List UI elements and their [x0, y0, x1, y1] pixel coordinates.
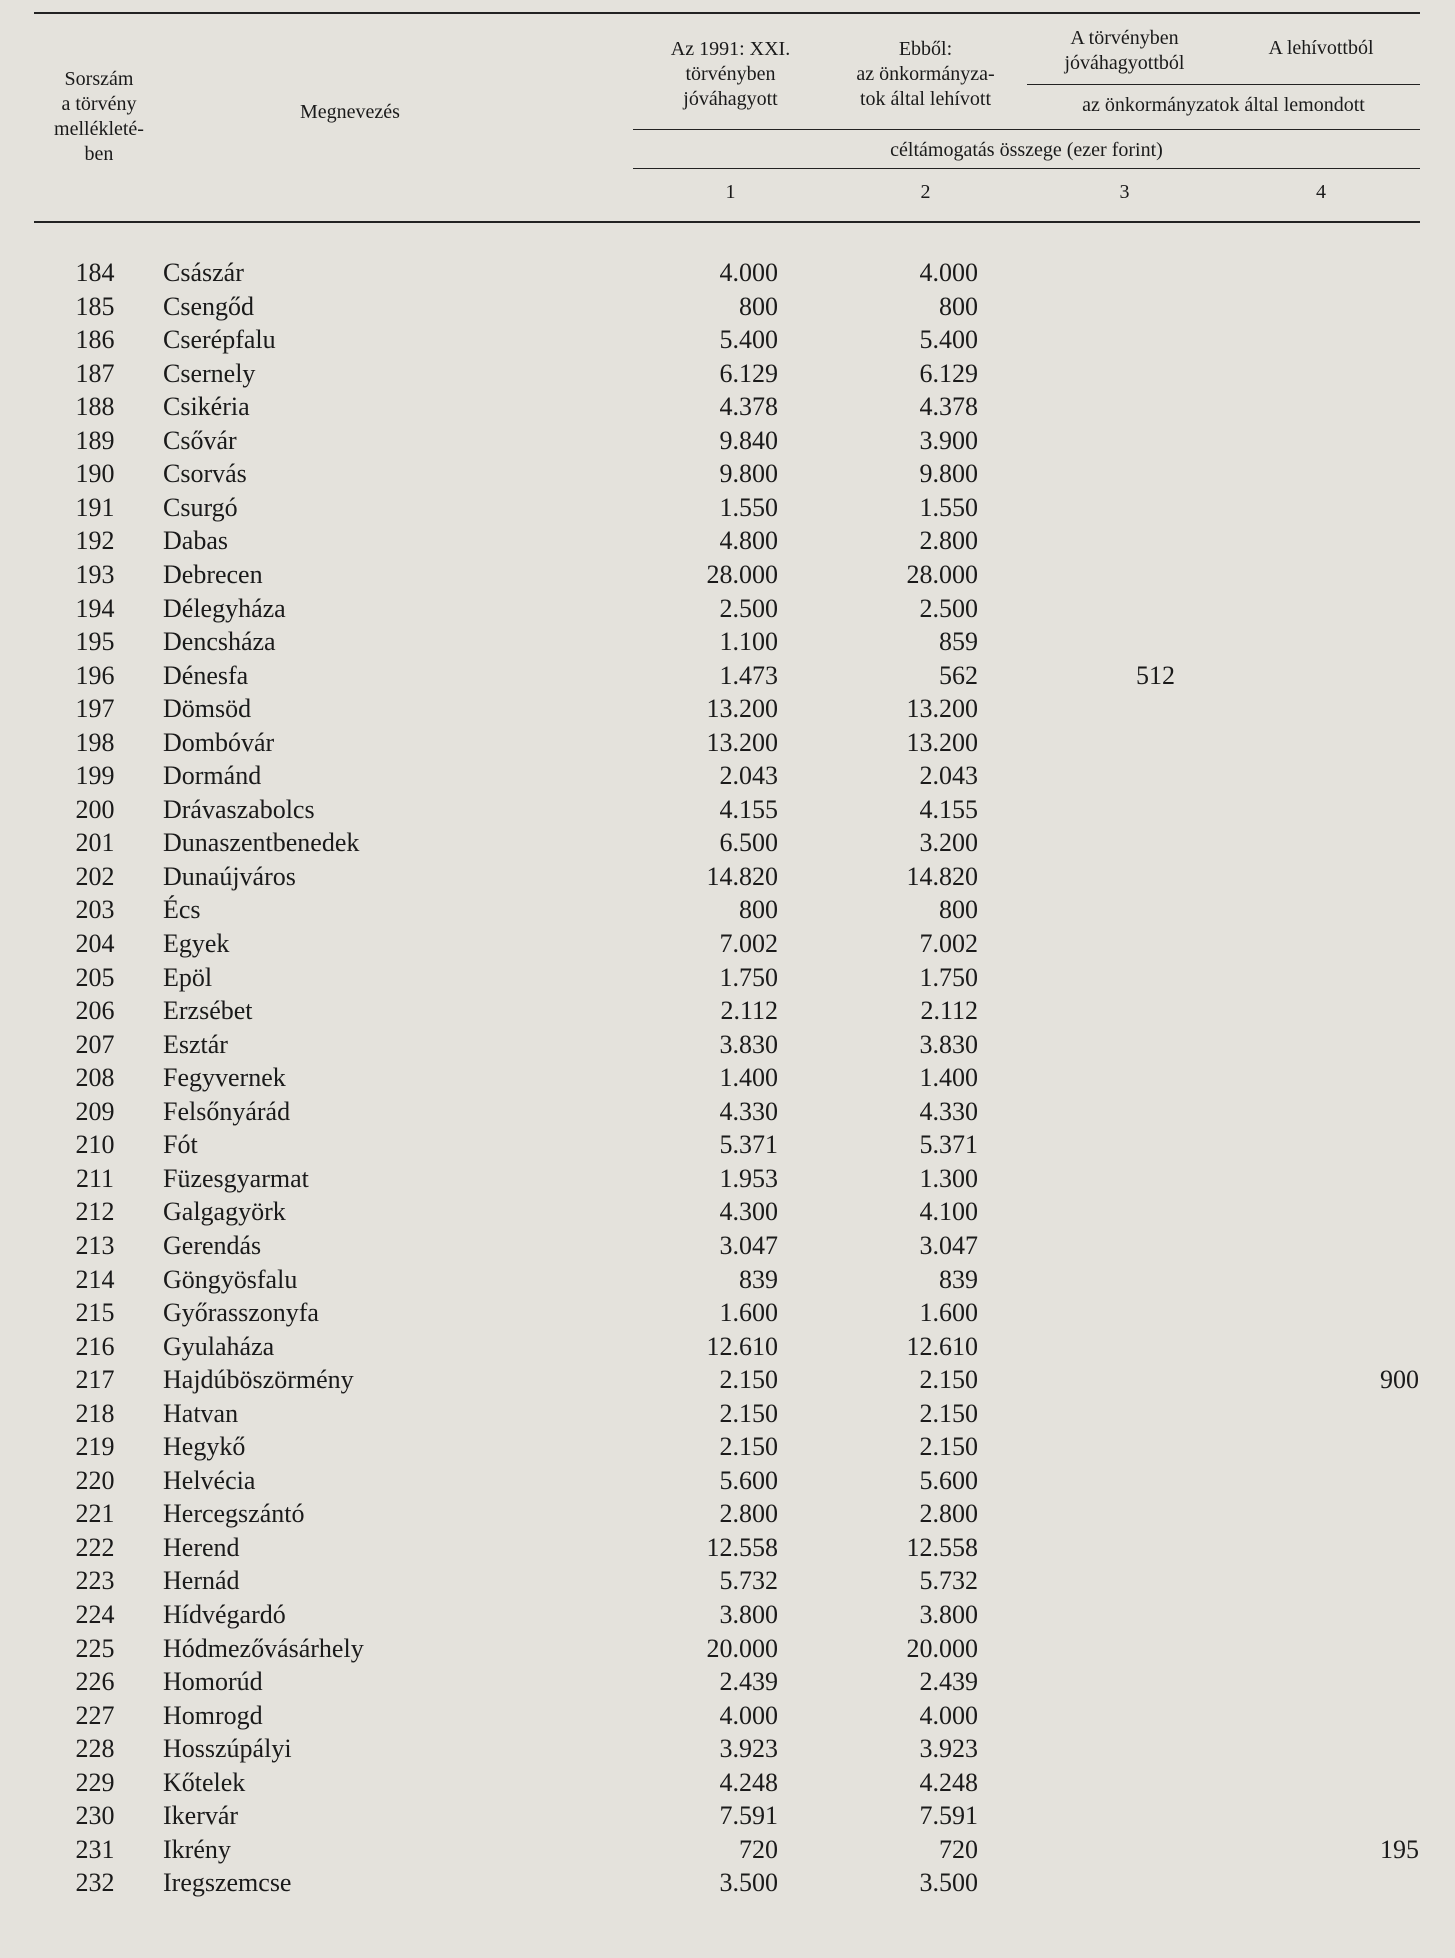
row-approved: 2.150 [719, 1365, 778, 1395]
row-drawn: 5.732 [919, 1566, 978, 1596]
row-number: 220 [75, 1465, 115, 1495]
row-number: 213 [75, 1230, 115, 1260]
row-number: 214 [75, 1264, 115, 1294]
row-name: Helvécia [163, 1465, 256, 1495]
row-number: 217 [75, 1365, 115, 1395]
table-row [0, 1095, 1455, 1128]
row-approved: 2.439 [719, 1667, 778, 1697]
table-row [0, 1162, 1455, 1195]
row-approved: 6.500 [719, 828, 778, 858]
row-name: Dömsöd [163, 694, 252, 724]
row-approved: 1.750 [719, 962, 778, 992]
row-name: Dunaújváros [163, 861, 296, 891]
row-approved: 12.558 [706, 1532, 778, 1562]
row-drawn: 562 [939, 660, 978, 690]
row-drawn: 3.800 [919, 1600, 978, 1629]
row-name: Csorvás [163, 459, 247, 489]
row-drawn: 5.400 [919, 325, 978, 355]
header-rule-col34 [1027, 84, 1420, 85]
row-name: Csurgó [163, 492, 238, 522]
row-drawn: 2.800 [919, 526, 978, 556]
header-col4: A lehívottból [1268, 37, 1374, 59]
table-row [0, 826, 1455, 859]
row-approved: 28.000 [706, 559, 778, 589]
row-number: 186 [75, 325, 115, 355]
row-approved: 2.800 [719, 1499, 778, 1529]
row-approved: 839 [739, 1264, 778, 1294]
table-row [0, 1632, 1455, 1665]
row-name: Hegykő [163, 1432, 246, 1462]
row-drawn: 12.558 [906, 1532, 978, 1562]
row-approved: 1.953 [719, 1163, 778, 1193]
table-row [0, 558, 1455, 591]
row-approved: 4.248 [719, 1767, 778, 1797]
row-number: 203 [75, 895, 115, 925]
table-row [0, 1229, 1455, 1262]
table-row [0, 692, 1455, 725]
row-drawn: 4.100 [919, 1197, 978, 1227]
header-colnum-2: 2 [920, 181, 931, 203]
header-colnum-1: 1 [725, 181, 736, 203]
row-approved: 2.043 [719, 761, 778, 791]
table-row [0, 1833, 1455, 1866]
row-number: 206 [75, 996, 115, 1026]
table-row [0, 1799, 1455, 1832]
row-name: Hódmezővásárhely [163, 1633, 364, 1663]
row-approved: 3.047 [719, 1230, 778, 1260]
row-drawn: 2.150 [919, 1398, 978, 1428]
row-drawn: 13.200 [906, 694, 978, 724]
row-name: Hajdúböszörmény [163, 1365, 354, 1395]
row-name: Ikervár [163, 1801, 239, 1831]
table-row [0, 1263, 1455, 1296]
row-approved: 720 [739, 1834, 778, 1864]
table-row [0, 1564, 1455, 1597]
row-drawn: 4.248 [919, 1767, 978, 1797]
row-drawn: 839 [939, 1264, 978, 1294]
row-number: 209 [75, 1096, 115, 1126]
row-drawn: 4.155 [919, 794, 978, 824]
table-row [0, 1464, 1455, 1497]
row-approved: 3.800 [719, 1600, 778, 1629]
row-name: Homorúd [163, 1667, 263, 1697]
row-number: 208 [75, 1063, 115, 1093]
row-name: Kőtelek [163, 1767, 246, 1797]
row-name: Csikéria [163, 392, 250, 422]
row-approved: 4.330 [719, 1096, 778, 1126]
header-span-celtamogatas: céltámogatás összege (ezer forint) [890, 139, 1163, 161]
row-approved: 12.610 [706, 1331, 778, 1361]
row-number: 226 [75, 1667, 115, 1697]
row-approved: 7.002 [719, 929, 778, 958]
row-name: Dormánd [163, 761, 262, 791]
row-approved: 5.400 [719, 325, 778, 355]
row-waived-drawn: 900 [1380, 1365, 1419, 1395]
row-drawn: 4.378 [919, 392, 978, 422]
table-row [0, 1866, 1455, 1899]
row-waived-drawn: 195 [1380, 1834, 1419, 1864]
table-row [0, 457, 1455, 490]
row-name: Göngyösfalu [163, 1264, 298, 1294]
row-number: 211 [75, 1163, 115, 1193]
row-number: 193 [75, 559, 115, 589]
row-number: 204 [75, 929, 115, 958]
table-row [0, 1766, 1455, 1799]
row-drawn: 3.200 [919, 828, 978, 858]
row-number: 218 [75, 1398, 115, 1428]
table-row [0, 1531, 1455, 1564]
header-bottom-rule [34, 221, 1420, 223]
table-row [0, 793, 1455, 826]
row-approved: 1.550 [719, 492, 778, 522]
row-name: Hernád [163, 1566, 240, 1596]
row-drawn: 9.800 [919, 459, 978, 489]
row-name: Felsőnyárád [163, 1096, 291, 1126]
row-drawn: 1.400 [919, 1063, 978, 1093]
row-approved: 3.830 [719, 1029, 778, 1059]
row-number: 232 [75, 1868, 115, 1898]
header-sorszam: Sorszám a törvény mellékleté- ben [54, 68, 144, 165]
table-row [0, 625, 1455, 658]
row-name: Homrogd [163, 1700, 263, 1730]
row-name: Epöl [163, 962, 213, 992]
table-row [0, 1296, 1455, 1329]
table-row [0, 961, 1455, 994]
row-drawn: 3.500 [919, 1868, 978, 1898]
row-approved: 2.500 [719, 593, 778, 623]
row-number: 219 [75, 1432, 115, 1462]
row-drawn: 2.150 [919, 1365, 978, 1395]
row-name: Debrecen [163, 559, 263, 589]
row-name: Esztár [163, 1029, 228, 1059]
row-number: 222 [75, 1532, 115, 1562]
table-row [0, 390, 1455, 423]
header-rule-colnums [633, 168, 1420, 169]
row-approved: 4.378 [719, 392, 778, 422]
row-drawn: 3.923 [919, 1734, 978, 1764]
row-number: 196 [75, 660, 115, 690]
row-number: 198 [75, 727, 115, 757]
row-approved: 7.591 [719, 1801, 778, 1831]
table-row [0, 1061, 1455, 1094]
table-row [0, 1598, 1455, 1631]
header-colnum-3: 3 [1119, 181, 1130, 203]
row-name: Hídvégardó [163, 1600, 286, 1629]
table-row [0, 893, 1455, 926]
row-approved: 2.112 [720, 996, 778, 1026]
row-name: Dencsháza [163, 627, 276, 657]
row-drawn: 28.000 [906, 559, 978, 589]
table-row [0, 1397, 1455, 1430]
row-approved: 4.000 [719, 1700, 778, 1730]
row-approved: 13.200 [706, 694, 778, 724]
row-number: 200 [75, 794, 115, 824]
row-drawn: 6.129 [919, 358, 978, 388]
row-name: Erzsébet [163, 996, 253, 1026]
row-name: Győrasszonyfa [163, 1298, 319, 1328]
table-row [0, 1028, 1455, 1061]
row-drawn: 2.150 [919, 1432, 978, 1462]
row-name: Hercegszántó [163, 1499, 305, 1529]
header-span-lemondott: az önkormányzatok által lemondott [1082, 94, 1365, 116]
row-waived-approved: 512 [1136, 660, 1175, 690]
row-drawn: 7.002 [919, 929, 978, 958]
row-number: 191 [75, 492, 115, 522]
row-approved: 1.600 [719, 1298, 778, 1328]
row-approved: 13.200 [706, 727, 778, 757]
row-name: Ikrény [163, 1834, 231, 1864]
row-approved: 4.800 [719, 526, 778, 556]
row-number: 223 [75, 1566, 115, 1596]
row-drawn: 2.500 [919, 593, 978, 623]
row-drawn: 800 [939, 291, 978, 321]
table-row [0, 759, 1455, 792]
row-name: Füzesgyarmat [163, 1163, 309, 1193]
row-drawn: 3.047 [919, 1230, 978, 1260]
row-name: Csővár [163, 425, 237, 455]
row-name: Écs [163, 895, 201, 925]
row-name: Dombóvár [163, 727, 275, 757]
table-row [0, 1363, 1455, 1396]
row-drawn: 3.830 [919, 1029, 978, 1059]
row-approved: 20.000 [706, 1633, 778, 1663]
table-row [0, 290, 1455, 323]
row-drawn: 800 [939, 895, 978, 925]
header-col2: Ebből: az önkormányza- tok által lehívott [856, 38, 995, 110]
row-drawn: 2.439 [919, 1667, 978, 1697]
table-row [0, 491, 1455, 524]
row-number: 212 [75, 1197, 115, 1227]
row-number: 227 [75, 1700, 115, 1730]
row-name: Fót [163, 1130, 198, 1160]
header-colnum-4: 4 [1316, 181, 1326, 203]
row-approved: 1.473 [719, 660, 778, 690]
row-drawn: 2.800 [919, 1499, 978, 1529]
row-drawn: 1.300 [919, 1163, 978, 1193]
row-approved: 5.371 [719, 1130, 778, 1160]
row-drawn: 12.610 [906, 1331, 978, 1361]
table-row [0, 1330, 1455, 1363]
row-number: 215 [75, 1298, 115, 1328]
table-row [0, 323, 1455, 356]
row-name: Cserépfalu [163, 325, 276, 355]
header-col1: Az 1991: XXI. törvényben jóváhagyott [670, 38, 791, 110]
row-approved: 1.100 [719, 627, 778, 657]
row-number: 185 [75, 291, 115, 321]
row-name: Galgagyörk [163, 1197, 286, 1227]
row-number: 192 [75, 526, 115, 556]
row-drawn: 5.371 [919, 1130, 978, 1160]
row-name: Délegyháza [163, 593, 286, 623]
table-row [0, 860, 1455, 893]
row-number: 194 [75, 593, 115, 623]
row-drawn: 720 [939, 1834, 978, 1864]
row-drawn: 7.591 [919, 1801, 978, 1831]
row-drawn: 1.550 [919, 492, 978, 522]
row-number: 199 [75, 761, 115, 791]
row-name: Fegyvernek [163, 1063, 286, 1093]
row-number: 224 [75, 1600, 115, 1629]
row-approved: 2.150 [719, 1398, 778, 1428]
row-name: Herend [163, 1532, 240, 1562]
row-number: 231 [75, 1834, 115, 1864]
row-number: 228 [75, 1734, 115, 1764]
header-rule-span [633, 129, 1420, 130]
table-row [0, 726, 1455, 759]
row-name: Hatvan [163, 1398, 239, 1428]
table-row [0, 256, 1455, 289]
row-name: Csengőd [163, 291, 254, 321]
header-megnevezes: Megnevezés [300, 101, 400, 123]
table-row [0, 1430, 1455, 1463]
row-name: Csernely [163, 358, 256, 388]
table-row [0, 1195, 1455, 1228]
row-name: Dénesfa [163, 660, 249, 690]
table-row [0, 1732, 1455, 1765]
row-approved: 800 [739, 291, 778, 321]
row-number: 202 [75, 861, 115, 891]
row-number: 195 [75, 627, 115, 657]
row-name: Császár [163, 258, 244, 287]
row-name: Dunaszentbenedek [163, 828, 360, 858]
header-top-rule [34, 12, 1420, 14]
row-number: 205 [75, 962, 115, 992]
row-name: Egyek [163, 929, 230, 958]
row-approved: 3.500 [719, 1868, 778, 1898]
row-approved: 9.840 [719, 425, 778, 455]
row-approved: 4.155 [719, 794, 778, 824]
row-drawn: 3.900 [919, 425, 978, 455]
row-drawn: 14.820 [906, 861, 978, 891]
row-number: 221 [75, 1499, 115, 1529]
row-name: Gyulaháza [163, 1331, 275, 1361]
row-drawn: 1.750 [919, 962, 978, 992]
row-number: 188 [75, 392, 115, 422]
row-approved: 5.732 [719, 1566, 778, 1596]
row-name: Drávaszabolcs [163, 794, 315, 824]
row-approved: 9.800 [719, 459, 778, 489]
row-approved: 3.923 [719, 1734, 778, 1764]
row-approved: 14.820 [706, 861, 778, 891]
table-row [0, 659, 1455, 692]
row-approved: 1.400 [719, 1063, 778, 1093]
row-approved: 2.150 [719, 1432, 778, 1462]
row-approved: 6.129 [719, 358, 778, 388]
row-number: 230 [75, 1801, 115, 1831]
row-drawn: 5.600 [919, 1465, 978, 1495]
row-approved: 4.300 [719, 1197, 778, 1227]
table-row [0, 1128, 1455, 1161]
row-name: Gerendás [163, 1230, 262, 1260]
row-drawn: 4.000 [919, 258, 978, 287]
row-number: 197 [75, 694, 115, 724]
row-approved: 4.000 [719, 258, 778, 287]
table-row [0, 524, 1455, 557]
row-number: 210 [75, 1130, 115, 1160]
row-name: Dabas [163, 526, 228, 556]
row-drawn: 4.330 [919, 1096, 978, 1126]
row-drawn: 2.043 [919, 761, 978, 791]
row-drawn: 13.200 [906, 727, 978, 757]
row-approved: 5.600 [719, 1465, 778, 1495]
table-row [0, 1497, 1455, 1530]
row-approved: 800 [739, 895, 778, 925]
row-number: 190 [75, 459, 115, 489]
table-row [0, 424, 1455, 457]
row-number: 225 [75, 1633, 115, 1663]
table-row [0, 357, 1455, 390]
row-name: Hosszúpályi [163, 1734, 292, 1764]
row-name: Iregszemcse [163, 1868, 292, 1898]
row-number: 187 [75, 358, 115, 388]
row-drawn: 1.600 [919, 1298, 978, 1328]
row-drawn: 20.000 [906, 1633, 978, 1663]
row-number: 201 [75, 828, 115, 858]
row-number: 207 [75, 1029, 115, 1059]
header-col3: A törvényben jóváhagyottból [1064, 27, 1185, 74]
row-drawn: 4.000 [919, 1700, 978, 1730]
table-row [0, 1665, 1455, 1698]
row-number: 189 [75, 425, 115, 455]
row-number: 184 [75, 258, 115, 287]
row-drawn: 2.112 [920, 996, 978, 1026]
row-number: 229 [75, 1767, 115, 1797]
table-row [0, 1699, 1455, 1732]
table-row [0, 592, 1455, 625]
row-number: 216 [75, 1331, 115, 1361]
table-row [0, 994, 1455, 1027]
table-row [0, 927, 1455, 960]
row-drawn: 859 [939, 627, 978, 657]
